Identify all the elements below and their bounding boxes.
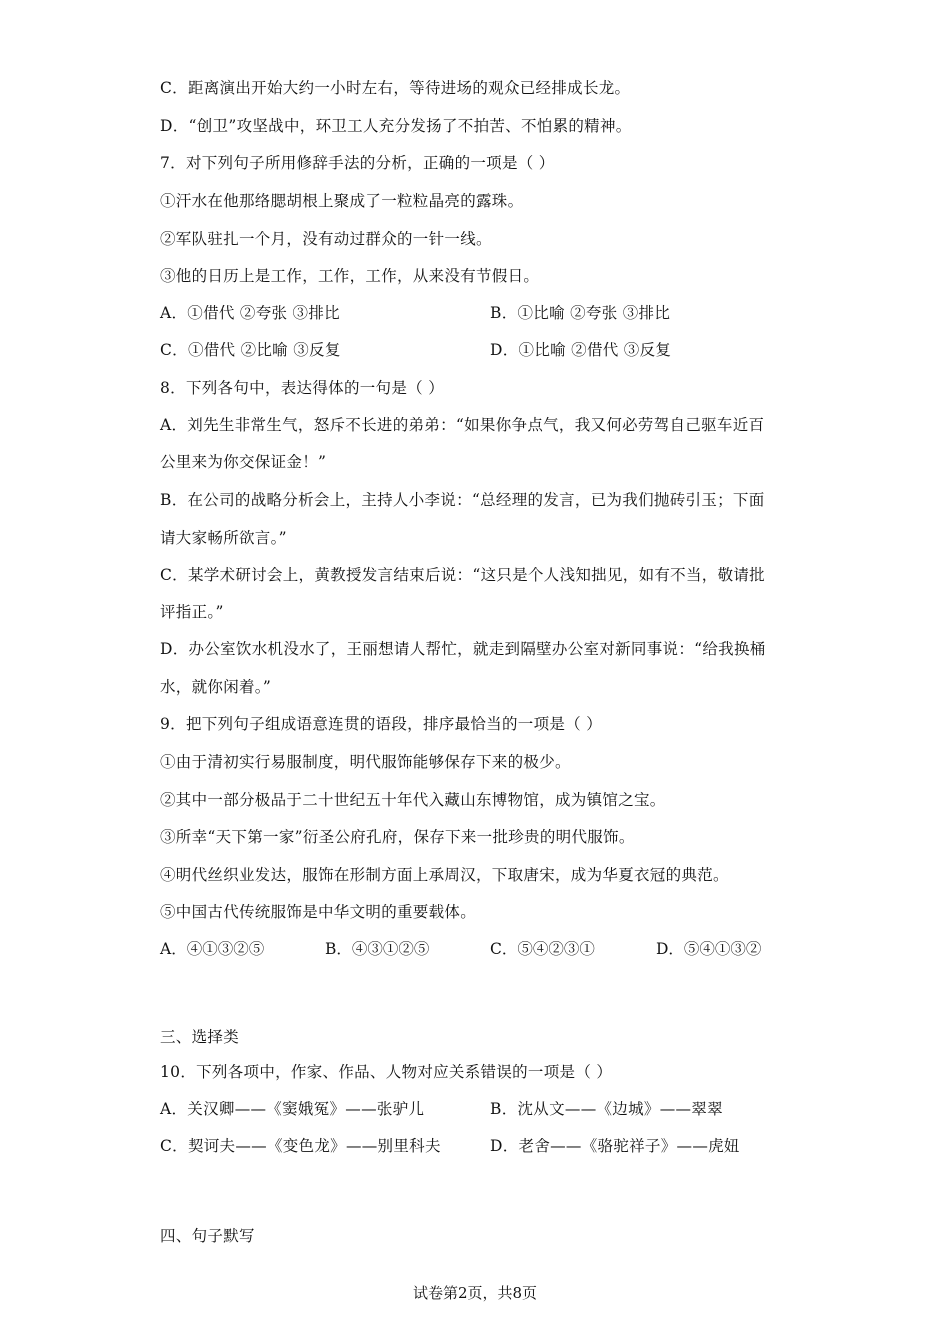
q10-option-d: D．老舍——《骆驼祥子》——虎妞 — [490, 1137, 740, 1155]
q7-sentence-2: ②军队驻扎一个月，没有动过群众的一针一线。 — [160, 230, 492, 248]
q8-option-d-line1: D．办公室饮水机没水了，王丽想请人帮忙，就走到隔壁办公室对新同事说：“给我换桶 — [160, 640, 766, 658]
q8-option-a-line2: 公里来为你交保证金！” — [160, 453, 327, 471]
q7-option-d: D．①比喻 ②借代 ③反复 — [490, 341, 672, 359]
q8-option-d-line2: 水，就你闲着。” — [160, 678, 272, 696]
q8-option-a-line1: A．刘先生非常生气，怒斥不长进的弟弟：“如果你争点气，我又何必劳驾自己驱车近百 — [160, 416, 765, 434]
q8-stem: 8．下列各句中，表达得体的一句是（ ） — [160, 379, 444, 397]
q9-sentence-5: ⑤中国古代传统服饰是中华文明的重要载体。 — [160, 903, 477, 921]
q10-option-b: B．沈从文——《边城》——翠翠 — [490, 1100, 723, 1118]
q7-option-a: A．①借代 ②夸张 ③排比 — [160, 304, 340, 322]
q8-option-b-line1: B．在公司的战略分析会上，主持人小李说：“总经理的发言，已为我们抛砖引玉；下面 — [160, 491, 765, 509]
q7-stem: 7．对下列句子所用修辞手法的分析，正确的一项是（ ） — [160, 154, 555, 172]
q9-option-d: D．⑤④①③② — [656, 940, 762, 958]
q9-option-b: B．④③①②⑤ — [325, 940, 430, 958]
q9-option-a: A．④①③②⑤ — [160, 940, 265, 958]
page-footer: 试卷第2页，共8页 — [412, 1284, 538, 1302]
q9-sentence-4: ④明代丝织业发达，服饰在形制方面上承周汉，下取唐宋，成为华夏衣冠的典范。 — [160, 866, 729, 884]
q8-option-c-line2: 评指正。” — [160, 603, 224, 621]
section-3-title: 三、选择类 — [160, 1028, 240, 1046]
q8-option-c-line1: C．某学术研讨会上，黄教授发言结束后说：“这只是个人浅知拙见，如有不当，敬请批 — [160, 566, 765, 584]
q10-stem: 10．下列各项中，作家、作品、人物对应关系错误的一项是（ ） — [160, 1063, 613, 1081]
q8-option-b-line2: 请大家畅所欲言。” — [160, 529, 287, 547]
q9-stem: 9．把下列句子组成语意连贯的语段，排序最恰当的一项是（ ） — [160, 715, 602, 733]
q9-option-c: C．⑤④②③① — [490, 940, 595, 958]
q7-sentence-3: ③他的日历上是工作，工作，工作，从来没有节假日。 — [160, 267, 540, 285]
section-4-title: 四、句子默写 — [160, 1227, 255, 1245]
q7-sentence-1: ①汗水在他那络腮胡根上聚成了一粒粒晶亮的露珠。 — [160, 192, 524, 210]
q9-sentence-1: ①由于清初实行易服制度，明代服饰能够保存下来的极少。 — [160, 753, 571, 771]
q7-option-b: B．①比喻 ②夸张 ③排比 — [490, 304, 671, 322]
q9-sentence-3: ③所幸“天下第一家”衍圣公府孔府，保存下来一批珍贵的明代服饰。 — [160, 828, 635, 846]
q10-option-a: A．关汉卿——《窦娥冤》——张驴儿 — [160, 1100, 425, 1118]
q7-option-c: C．①借代 ②比喻 ③反复 — [160, 341, 341, 359]
q9-sentence-2: ②其中一部分极品于二十世纪五十年代入藏山东博物馆，成为镇馆之宝。 — [160, 791, 666, 809]
q10-option-c: C．契诃夫——《变色龙》——别里科夫 — [160, 1137, 441, 1155]
q6-option-d: D．“创卫”攻坚战中，环卫工人充分发扬了不拍苦、不怕累的精神。 — [160, 117, 632, 135]
q6-option-c: C．距离演出开始大约一小时左右，等待进场的观众已经排成长龙。 — [160, 79, 631, 97]
